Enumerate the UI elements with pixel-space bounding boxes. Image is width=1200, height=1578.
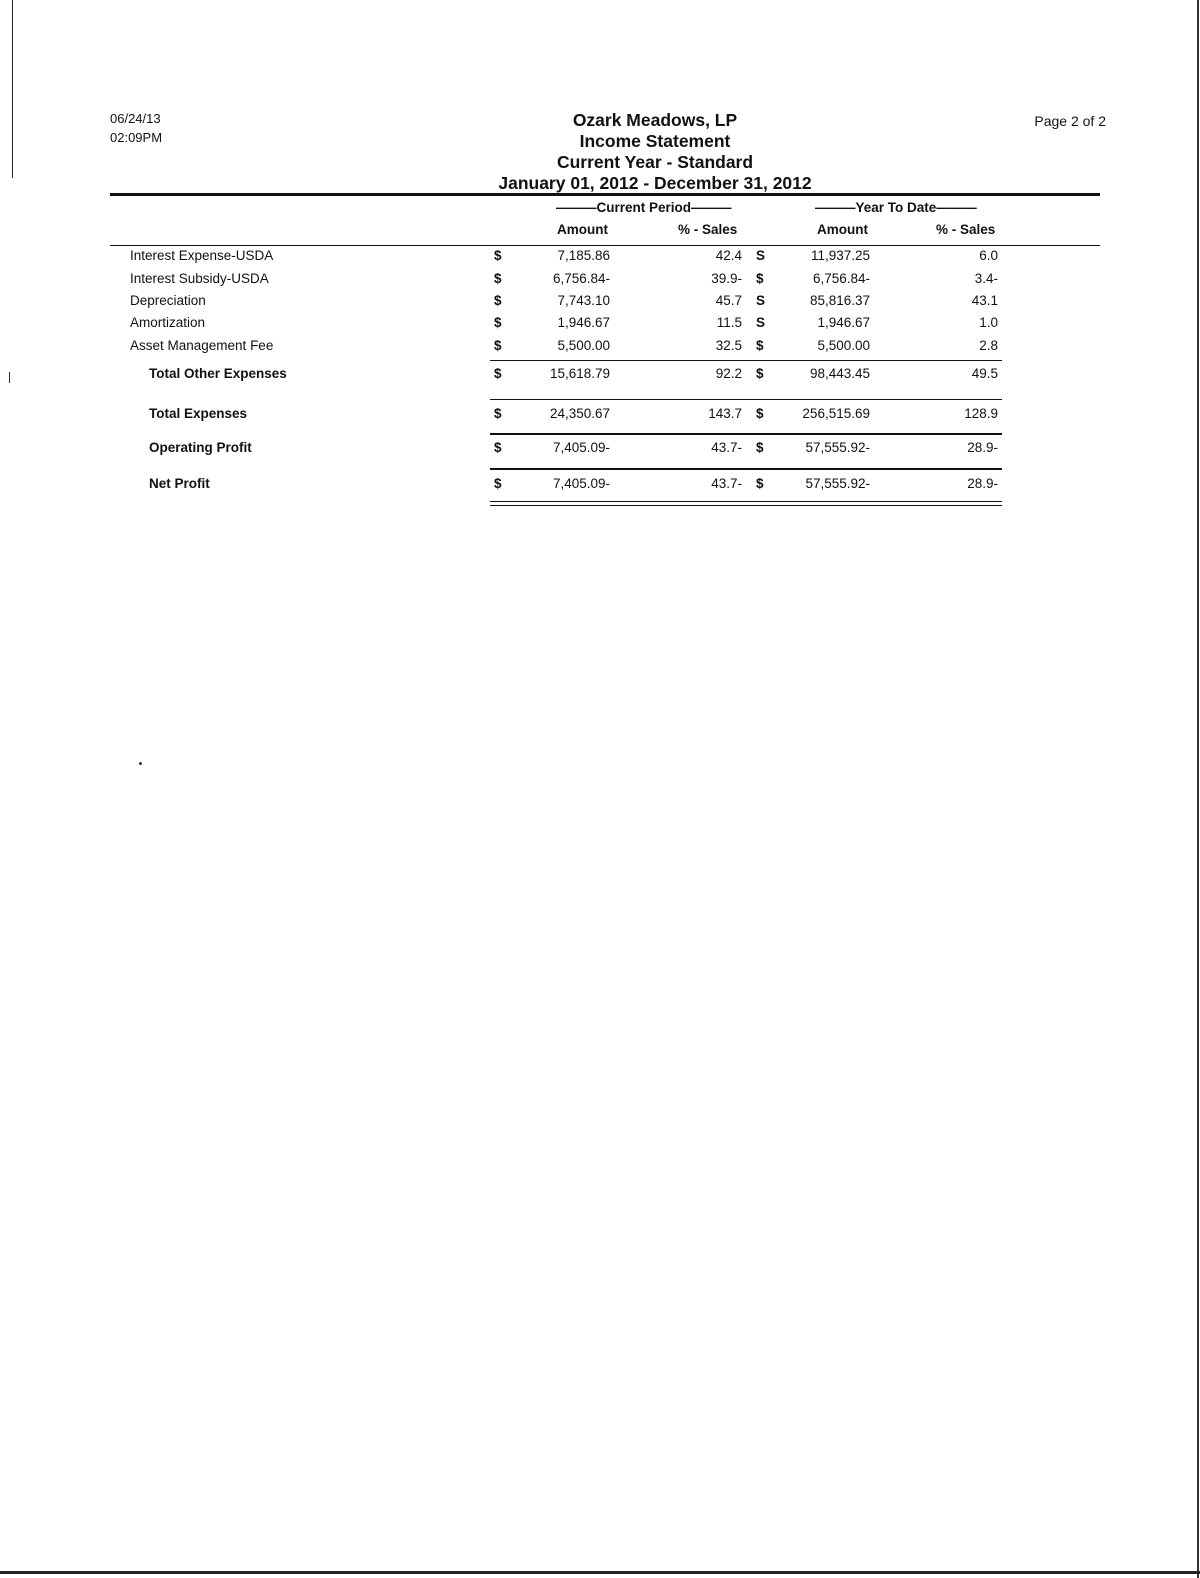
subtotal-rule (490, 433, 1002, 435)
total-label: Net Profit (149, 476, 210, 491)
ytd-amount: 256,515.69 (802, 406, 870, 421)
cp-pct: 45.7 (715, 293, 742, 308)
dollar-sign: $ (756, 406, 764, 421)
subtotal-rule (490, 360, 1002, 361)
table-row (0, 271, 1200, 291)
table-row (0, 293, 1200, 313)
ytd-amount: 98,443.45 (809, 366, 870, 381)
table-row (0, 338, 1200, 358)
ytd-amount: 85,816.37 (809, 293, 870, 308)
subtotal-rule (490, 468, 1002, 470)
dollar-sign: $ (494, 406, 502, 421)
dollar-sign: $ (756, 366, 764, 381)
cp-pct: 11.5 (716, 315, 742, 330)
scan-edge (0, 1571, 1200, 1574)
dollar-sign: $ (494, 271, 502, 286)
ytd-pct: 28.9- (967, 476, 998, 491)
row-label: Interest Expense-USDA (130, 248, 274, 263)
ytd-pct: 1.0 (979, 315, 998, 330)
header-rule (110, 193, 1100, 196)
total-label: Total Other Expenses (149, 366, 287, 381)
dollar-sign: $ (494, 248, 502, 263)
column-header-rule (110, 245, 1100, 246)
ytd-pct: 128.9 (964, 406, 998, 421)
ytd-pct: 6.0 (979, 248, 998, 263)
scan-edge (1197, 0, 1199, 1578)
cp-amount: 7,405.09- (552, 476, 610, 491)
cp-pct: 43.7- (711, 476, 742, 491)
company-name: Ozark Meadows, LP (572, 110, 738, 130)
report-subtitle: Current Year - Standard (556, 152, 754, 172)
total-label: Total Expenses (149, 406, 248, 421)
double-underline (490, 505, 1002, 506)
report-period: January 01, 2012 - December 31, 2012 (498, 173, 812, 193)
ytd-pct: 3.4- (974, 271, 998, 286)
scan-edge (12, 0, 13, 178)
ytd-amount: 57,555.92- (805, 440, 870, 455)
cp-pct: 143.7 (708, 406, 742, 421)
total-row (0, 476, 1200, 496)
table-row (0, 248, 1200, 268)
row-label: Interest Subsidy-USDA (130, 271, 269, 286)
dollar-sign: $ (494, 338, 502, 353)
cp-pct: 39.9- (711, 271, 742, 286)
double-underline (490, 501, 1002, 502)
report-title: Income Statement (579, 131, 731, 151)
ytd-amount-header: Amount (817, 222, 868, 237)
scan-mark (139, 762, 142, 765)
ytd-pct: 43.1 (971, 293, 998, 308)
dollar-sign: S (756, 315, 766, 330)
cp-amount: 15,618.79 (549, 366, 610, 381)
cp-amount-header: Amount (557, 222, 608, 237)
page-number: Page 2 of 2 (1034, 113, 1106, 129)
dollar-sign: $ (494, 440, 502, 455)
dollar-sign: $ (756, 440, 764, 455)
dollar-sign: $ (494, 366, 502, 381)
ytd-pct: 2.8 (979, 338, 998, 353)
dollar-sign: S (756, 293, 766, 308)
ytd-pct: 28.9- (967, 440, 998, 455)
ytd-amount: 1,946.67 (817, 315, 870, 330)
ytd-amount: 6,756.84- (812, 271, 870, 286)
cp-amount: 6,756.84- (552, 271, 610, 286)
cp-pct: 32.5 (715, 338, 742, 353)
ytd-pct: 49.5 (971, 366, 998, 381)
report-heading (400, 110, 910, 194)
total-row (0, 366, 1200, 386)
report-timestamp (110, 109, 162, 147)
ytd-amount: 57,555.92- (805, 476, 870, 491)
current-period-group-header: ———Current Period——— (556, 200, 732, 215)
ytd-amount: 5,500.00 (817, 338, 870, 353)
cp-pct: 43.7- (711, 440, 742, 455)
cp-amount: 1,946.67 (557, 315, 610, 330)
cp-amount: 7,743.10 (557, 293, 610, 308)
cp-pct-sales-header: % - Sales (678, 222, 738, 237)
dollar-sign: $ (756, 476, 764, 491)
ytd-amount: 11,937.25 (810, 248, 870, 263)
cp-pct: 42.4 (715, 248, 742, 263)
table-row (0, 315, 1200, 335)
row-label: Amortization (130, 315, 206, 330)
cp-amount: 7,185.86 (557, 248, 610, 263)
ytd-pct-sales-header: % - Sales (936, 222, 996, 237)
cp-amount: 5,500.00 (557, 338, 610, 353)
cp-amount: 24,350.67 (549, 406, 610, 421)
cp-pct: 92.2 (715, 366, 742, 381)
dollar-sign: $ (494, 476, 502, 491)
year-to-date-group-header: ———Year To Date——— (815, 200, 977, 215)
dollar-sign: $ (494, 293, 502, 308)
report-time: 02:09PM (110, 130, 163, 145)
total-label: Operating Profit (149, 440, 252, 455)
total-row (0, 406, 1200, 426)
row-label: Depreciation (130, 293, 206, 308)
dollar-sign: $ (756, 271, 764, 286)
dollar-sign: $ (494, 315, 502, 330)
report-date: 06/24/13 (110, 111, 161, 126)
total-row (0, 440, 1200, 460)
dollar-sign: $ (756, 338, 764, 353)
cp-amount: 7,405.09- (552, 440, 610, 455)
row-label: Asset Management Fee (130, 338, 274, 353)
dollar-sign: S (756, 248, 766, 263)
subtotal-rule (490, 399, 1002, 400)
